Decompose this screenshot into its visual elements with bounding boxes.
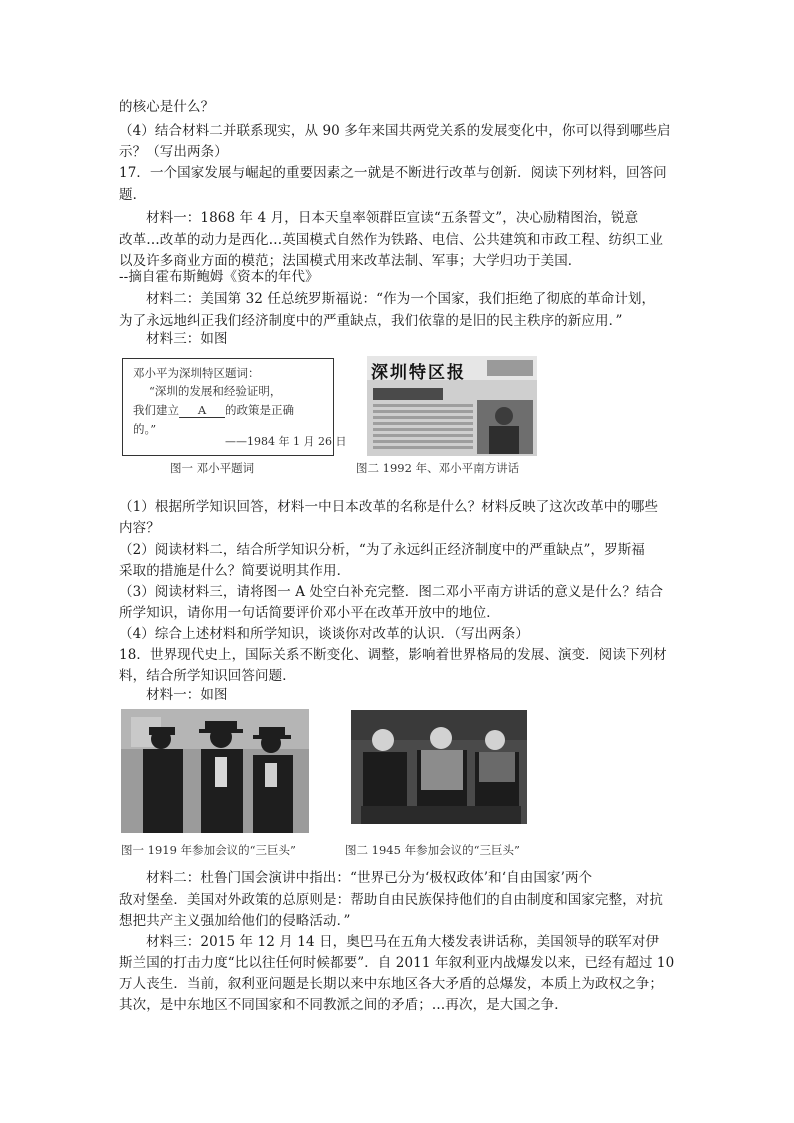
text-line: 其次，是中东地区不同国家和不同教派之间的矛盾；…再次，是大国之争． [119,997,568,1013]
question-4: （4）综合上述材料和所学知识，谈谈你对改革的认识．（写出两条） [119,626,529,642]
text-line: 改革…改革的动力是西化…英国模式自然作为铁路、电信、公共建筑和市政工程、纺织工业 [119,232,663,248]
text-line: 以及许多商业方面的模范；法国模式用来改革法制、军事；大学归功于美国． [119,253,582,269]
photo-1945-graphic [351,710,527,824]
figure-b-caption-2: 图二 1945 年参加会议的“三巨头” [345,843,520,857]
material-3-label: 材料三：如图 [146,331,228,347]
text-line: 示？（写出两条） [119,144,228,160]
figure-a-caption-2: 图二 1992 年、邓小平南方讲话 [356,461,520,475]
material-3-text-18: 材料三：2015 年 12 月 14 日，奥巴马在五角大楼发表讲话称，美国领导的联军对伊 [146,934,660,950]
material-2-text: 材料二：美国第 32 任总统罗斯福说：“作为一个国家，我们拒绝了彻底的革命计划， [146,291,656,307]
text-line: 斯兰国的打击力度“比以往任何时候都要”．自 2011 年叙利亚内战爆发以来，已经有超过 10 [119,955,675,971]
figure-a-caption-1: 图一 邓小平题词 [170,461,255,475]
question-2: （2）阅读材料二，结合所学知识分析，“为了永远纠正经济制度中的严重缺点”，罗斯福 [119,542,645,558]
text-line: 的核心是什么？ [119,99,215,115]
inscription-title: 邓小平为深圳特区题词： [133,366,260,380]
text-line: 所学知识，请你用一句话简要评价邓小平在改革开放中的地位． [119,605,500,621]
text-line: 想把共产主义强加给他们的侵略活动．” [119,913,351,929]
inscription-line-1: “深圳的发展和经验证明， [149,384,282,398]
question-17: 17．一个国家发展与崛起的重要因素之一就是不断进行改革与创新．阅读下列材料，回答问 [119,165,667,181]
inscription-blank-a: A [179,403,225,418]
inscription-line-2-pre: 我们建立 [133,403,179,417]
inscription-box [122,358,347,456]
question-18: 18．世界现代史上，国际关系不断变化、调整，影响着世界格局的发展、演变．阅读下列材 [119,647,667,663]
text-line: 料，结合所学知识回答问题． [119,668,296,684]
figure-b-caption-1: 图一 1919 年参加会议的“三巨头” [121,843,296,857]
material-2-text-18: 材料二：杜鲁门国会演讲中指出：“世界已分为‘极权政体’和‘自由国家’两个 [146,870,593,886]
material-1-label: 材料一：如图 [146,687,228,703]
source-citation: --摘自霍布斯鲍姆《资本的年代》 [119,269,319,285]
text-line: 万人丧生．当前，叙利亚问题是长期以来中东地区各大矛盾的总爆发，本质上为政权之争； [119,976,663,992]
inscription-line-2-post: 的政策是正确 [225,403,294,417]
newspaper-title: 深圳特区报 [371,363,466,383]
text-line: （4）结合材料二并联系现实，从 90 多年来国共两党关系的发展变化中，你可以得到哪些启 [119,123,671,139]
question-1: （1）根据所学知识回答，材料一中日本改革的名称是什么？材料反映了这次改革中的哪些 [119,499,659,515]
photo-1919-big-three [121,709,309,833]
text-line: 采取的措施是什么？简要说明其作用． [119,563,351,579]
inscription-line-2 [133,402,294,418]
text-line: 敌对堡垒．美国对外政策的总原则是：帮助自由民族保持他们的自由制度和国家完整，对抗 [119,892,663,908]
material-1-text: 材料一：1868 年 4 月，日本天皇率领群臣宣读“五条誓文”，决心励精图治，锐意 [146,210,639,226]
text-line: 为了永远地纠正我们经济制度中的严重缺点，我们依靠的是旧的民主秩序的新应用．” [119,313,623,329]
inscription-line-3: 的。” [133,422,157,436]
photo-1919-graphic [121,709,309,833]
text-line: 题． [119,187,147,203]
question-3: （3）阅读材料三，请将图一 A 处空白补充完整．图二邓小平南方讲话的意义是什么？结合 [119,584,664,600]
photo-1945-big-three [351,710,527,824]
newspaper-image [367,356,537,456]
inscription-date: ——1984 年 1 月 26 日 [225,435,347,448]
text-line: 内容？ [119,520,160,536]
